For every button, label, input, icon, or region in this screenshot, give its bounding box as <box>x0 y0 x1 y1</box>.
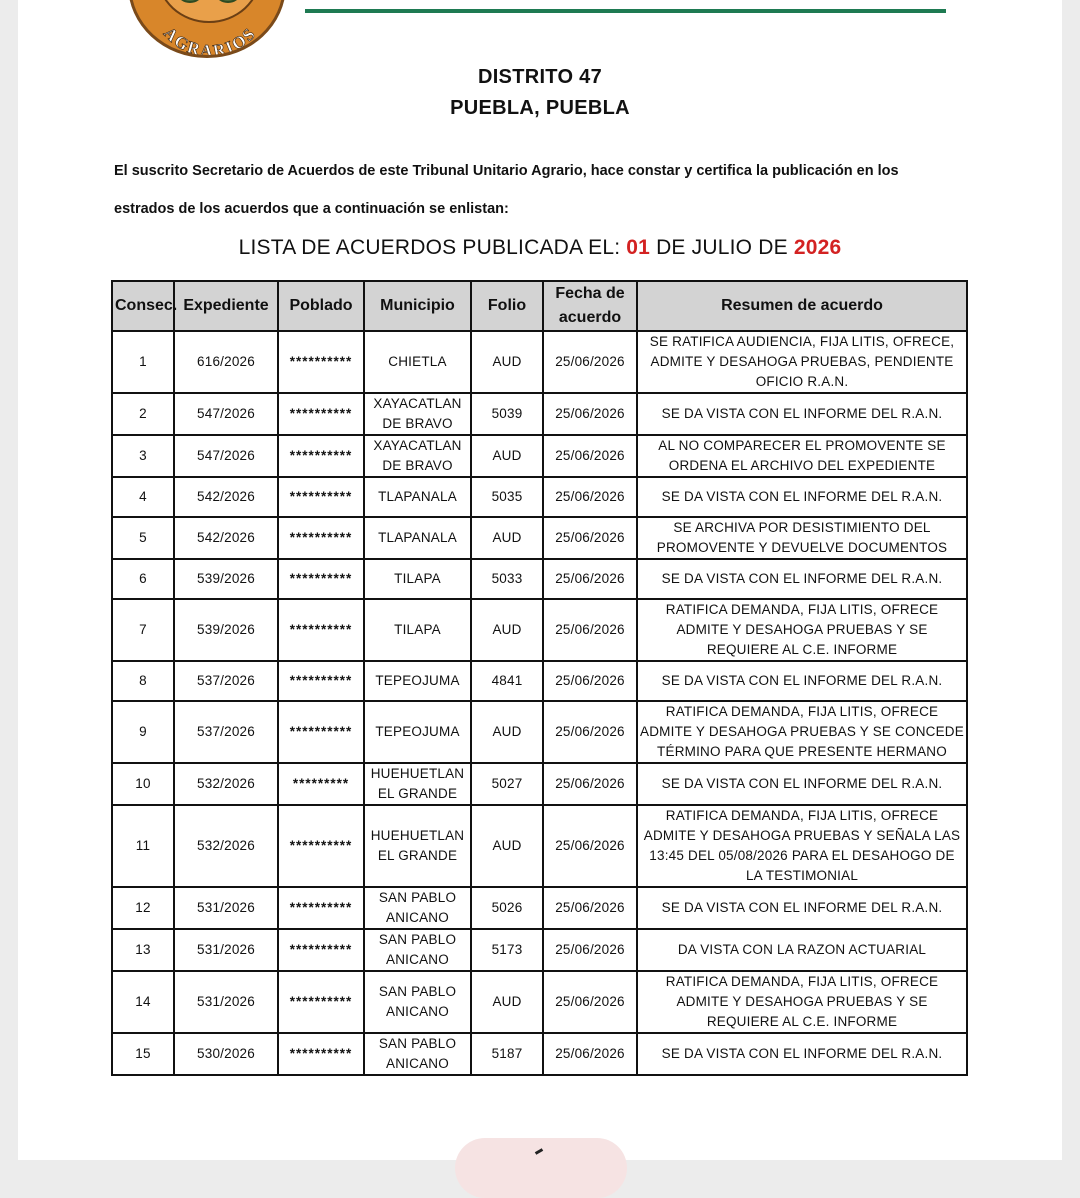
table-row <box>112 393 967 435</box>
cell-consec: 13 <box>112 929 174 971</box>
table-row <box>112 661 967 701</box>
cell-consec: 7 <box>112 599 174 661</box>
cell-poblado: ********** <box>278 435 364 477</box>
cell-resumen: RATIFICA DEMANDA, FIJA LITIS, OFRECE ADMITE Y DESAHOGA PRUEBAS Y SEÑALA LAS 13:45 DEL 05/08/2026 PARA EL DESAHOGO DE LA TESTIMONIAL <box>637 805 967 887</box>
cell-municipio: CHIETLA <box>364 331 471 393</box>
cell-municipio: SAN PABLO ANICANO <box>364 1033 471 1075</box>
cell-expediente: 542/2026 <box>174 477 278 517</box>
tribunal-seal-logo <box>128 0 286 61</box>
cell-consec: 10 <box>112 763 174 805</box>
table-row <box>112 971 967 1033</box>
cell-consec: 12 <box>112 887 174 929</box>
cell-expediente: 547/2026 <box>174 435 278 477</box>
cell-poblado: ********** <box>278 517 364 559</box>
cell-resumen: RATIFICA DEMANDA, FIJA LITIS, OFRECE ADMITE Y DESAHOGA PRUEBAS Y SE CONCEDE TÉRMINO PARA QUE PRESENTE HERMANO <box>637 701 967 763</box>
header-resumen: Resumen de acuerdo <box>637 281 967 331</box>
cell-expediente: 531/2026 <box>174 929 278 971</box>
header-fecha: Fecha de acuerdo <box>543 281 637 331</box>
cell-resumen: SE DA VISTA CON EL INFORME DEL R.A.N. <box>637 393 967 435</box>
cell-consec: 11 <box>112 805 174 887</box>
city-title: PUEBLA, PUEBLA <box>450 97 630 119</box>
cell-fecha: 25/06/2026 <box>543 435 637 477</box>
cell-municipio: SAN PABLO ANICANO <box>364 887 471 929</box>
table-row <box>112 559 967 599</box>
cell-folio: AUD <box>471 435 543 477</box>
header-expediente: Expediente <box>174 281 278 331</box>
header-consec: Consec. <box>112 281 174 331</box>
cell-folio: AUD <box>471 331 543 393</box>
agreements-table <box>111 280 968 1076</box>
cell-resumen: AL NO COMPARECER EL PROMOVENTE SE ORDENA EL ARCHIVO DEL EXPEDIENTE <box>637 435 967 477</box>
table-row <box>112 763 967 805</box>
cell-folio: 5173 <box>471 929 543 971</box>
cell-consec: 3 <box>112 435 174 477</box>
cell-fecha: 25/06/2026 <box>543 1033 637 1075</box>
cell-fecha: 25/06/2026 <box>543 887 637 929</box>
cell-fecha: 25/06/2026 <box>543 517 637 559</box>
cell-consec: 8 <box>112 661 174 701</box>
cell-folio: 5033 <box>471 559 543 599</box>
cell-poblado: ********** <box>278 393 364 435</box>
cell-consec: 1 <box>112 331 174 393</box>
table-row <box>112 435 967 477</box>
cell-consec: 4 <box>112 477 174 517</box>
header-divider <box>305 9 946 13</box>
table-row <box>112 887 967 929</box>
cell-fecha: 25/06/2026 <box>543 559 637 599</box>
cell-resumen: DA VISTA CON LA RAZON ACTUARIAL <box>637 929 967 971</box>
cell-expediente: 537/2026 <box>174 701 278 763</box>
table-row <box>112 599 967 661</box>
cell-municipio: TLAPANALA <box>364 477 471 517</box>
list-title-day: 01 <box>626 236 651 259</box>
cell-municipio: TEPEOJUMA <box>364 661 471 701</box>
cell-fecha: 25/06/2026 <box>543 477 637 517</box>
cell-resumen: SE DA VISTA CON EL INFORME DEL R.A.N. <box>637 477 967 517</box>
table-header-row <box>112 281 967 331</box>
cell-fecha: 25/06/2026 <box>543 763 637 805</box>
table-row <box>112 805 967 887</box>
cell-municipio: XAYACATLAN DE BRAVO <box>364 393 471 435</box>
cell-municipio: TILAPA <box>364 559 471 599</box>
cell-folio: 4841 <box>471 661 543 701</box>
cell-fecha: 25/06/2026 <box>543 599 637 661</box>
seal-text-icon <box>131 0 286 61</box>
cell-poblado: ********** <box>278 929 364 971</box>
cell-fecha: 25/06/2026 <box>543 805 637 887</box>
cell-resumen: SE RATIFICA AUDIENCIA, FIJA LITIS, OFRECE, ADMITE Y DESAHOGA PRUEBAS, PENDIENTE OFICIO R.A.N. <box>637 331 967 393</box>
table-row <box>112 929 967 971</box>
cell-poblado: ********** <box>278 599 364 661</box>
list-title <box>0 236 1080 260</box>
cell-resumen: SE DA VISTA CON EL INFORME DEL R.A.N. <box>637 661 967 701</box>
table-row <box>112 701 967 763</box>
cell-resumen: RATIFICA DEMANDA, FIJA LITIS, OFRECE ADMITE Y DESAHOGA PRUEBAS Y SE REQUIERE AL C.E. INFORME <box>637 599 967 661</box>
cell-fecha: 25/06/2026 <box>543 971 637 1033</box>
cell-municipio: HUEHUETLAN EL GRANDE <box>364 763 471 805</box>
cell-fecha: 25/06/2026 <box>543 661 637 701</box>
cell-poblado: ********* <box>278 763 364 805</box>
cell-resumen: RATIFICA DEMANDA, FIJA LITIS, OFRECE ADMITE Y DESAHOGA PRUEBAS Y SE REQUIERE AL C.E. INFORME <box>637 971 967 1033</box>
cell-municipio: SAN PABLO ANICANO <box>364 929 471 971</box>
cell-folio: 5039 <box>471 393 543 435</box>
cell-expediente: 616/2026 <box>174 331 278 393</box>
cell-expediente: 531/2026 <box>174 971 278 1033</box>
header-poblado: Poblado <box>278 281 364 331</box>
cell-folio: 5187 <box>471 1033 543 1075</box>
cell-folio: AUD <box>471 599 543 661</box>
list-title-prefix: LISTA DE ACUERDOS PUBLICADA EL: <box>238 236 627 259</box>
table-row <box>112 331 967 393</box>
cell-consec: 6 <box>112 559 174 599</box>
svg-text:AGRARIOS: AGRARIOS <box>159 23 261 61</box>
header-folio: Folio <box>471 281 543 331</box>
cell-resumen: SE DA VISTA CON EL INFORME DEL R.A.N. <box>637 1033 967 1075</box>
cell-fecha: 25/06/2026 <box>543 331 637 393</box>
intro-line-1: El suscrito Secretario de Acuerdos de este Tribunal Unitario Agrario, hace constar y certifica la publicación en los <box>114 163 899 179</box>
cell-poblado: ********** <box>278 477 364 517</box>
table-row <box>112 477 967 517</box>
cell-folio: 5027 <box>471 763 543 805</box>
cell-folio: AUD <box>471 971 543 1033</box>
cell-poblado: ********** <box>278 559 364 599</box>
header-municipio: Municipio <box>364 281 471 331</box>
cell-poblado: ********** <box>278 331 364 393</box>
cell-expediente: 532/2026 <box>174 805 278 887</box>
cell-expediente: 530/2026 <box>174 1033 278 1075</box>
cell-resumen: SE DA VISTA CON EL INFORME DEL R.A.N. <box>637 763 967 805</box>
cell-expediente: 539/2026 <box>174 599 278 661</box>
cell-expediente: 542/2026 <box>174 517 278 559</box>
cell-municipio: TEPEOJUMA <box>364 701 471 763</box>
cell-resumen: SE ARCHIVA POR DESISTIMIENTO DEL PROMOVENTE Y DEVUELVE DOCUMENTOS <box>637 517 967 559</box>
list-title-middle: DE JULIO DE <box>650 236 794 259</box>
district-title: DISTRITO 47 <box>477 66 603 88</box>
cell-expediente: 531/2026 <box>174 887 278 929</box>
cell-folio: 5026 <box>471 887 543 929</box>
cell-folio: AUD <box>471 805 543 887</box>
page-indicator <box>455 1138 627 1198</box>
cell-municipio: TILAPA <box>364 599 471 661</box>
list-title-year: 2026 <box>793 236 842 259</box>
cell-expediente: 537/2026 <box>174 661 278 701</box>
table-row <box>112 1033 967 1075</box>
cell-expediente: 532/2026 <box>174 763 278 805</box>
cell-consec: 5 <box>112 517 174 559</box>
cell-consec: 9 <box>112 701 174 763</box>
cell-consec: 15 <box>112 1033 174 1075</box>
cell-poblado: ********** <box>278 805 364 887</box>
cell-municipio: TLAPANALA <box>364 517 471 559</box>
cell-municipio: HUEHUETLAN EL GRANDE <box>364 805 471 887</box>
cell-folio: AUD <box>471 701 543 763</box>
cell-municipio: XAYACATLAN DE BRAVO <box>364 435 471 477</box>
intro-line-2: estrados de los acuerdos que a continuación se enlistan: <box>114 201 509 217</box>
cell-poblado: ********** <box>278 887 364 929</box>
cell-fecha: 25/06/2026 <box>543 393 637 435</box>
cell-resumen: SE DA VISTA CON EL INFORME DEL R.A.N. <box>637 559 967 599</box>
cell-folio: AUD <box>471 517 543 559</box>
table-row <box>112 517 967 559</box>
cell-poblado: ********** <box>278 971 364 1033</box>
cell-expediente: 539/2026 <box>174 559 278 599</box>
cell-expediente: 547/2026 <box>174 393 278 435</box>
cell-poblado: ********** <box>278 1033 364 1075</box>
cell-poblado: ********** <box>278 701 364 763</box>
cell-consec: 2 <box>112 393 174 435</box>
cell-municipio: SAN PABLO ANICANO <box>364 971 471 1033</box>
cell-fecha: 25/06/2026 <box>543 701 637 763</box>
cell-folio: 5035 <box>471 477 543 517</box>
cell-poblado: ********** <box>278 661 364 701</box>
cell-fecha: 25/06/2026 <box>543 929 637 971</box>
cell-consec: 14 <box>112 971 174 1033</box>
cell-resumen: SE DA VISTA CON EL INFORME DEL R.A.N. <box>637 887 967 929</box>
